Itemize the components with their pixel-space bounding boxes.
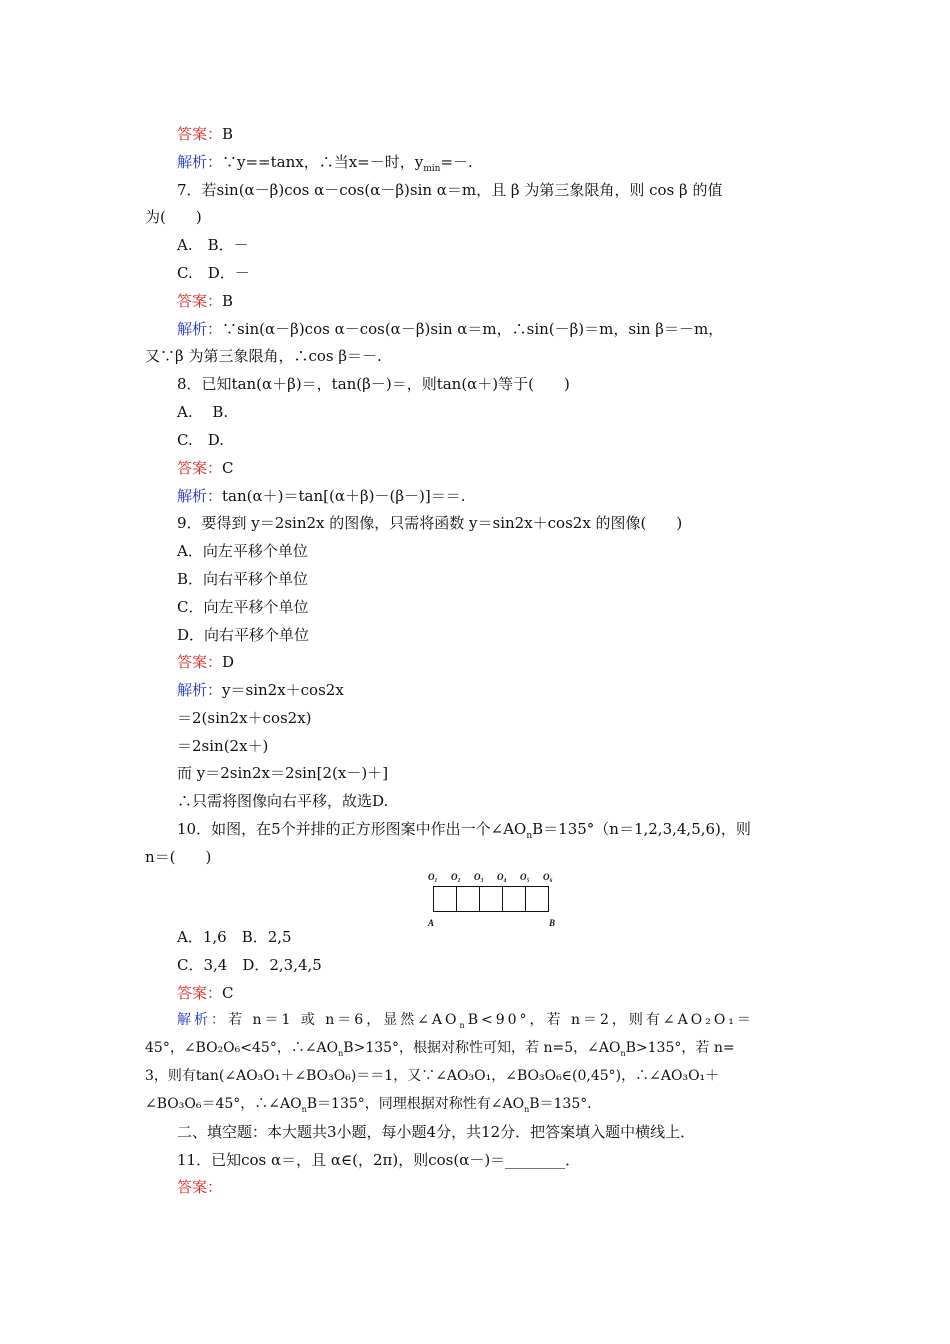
question-10-analysis-cont: ∠BO₃O₆＝45°，$\therefore\angle AO_nB=135^\circ$，同理根据对称性有$\angle AO_nB=135^\circ$． <box>145 1096 602 1114</box>
figure-label-o3: O₃ <box>474 872 484 882</box>
question-10-text-cont: n＝( ) <box>145 848 212 866</box>
figure-label-o2: O₂ <box>451 872 461 882</box>
question-8-options-cd: C. D. <box>177 431 224 449</box>
question-8-analysis: 解析：tan(α＋)＝tan[(α＋β)－(β－)]＝＝. <box>177 487 466 505</box>
question-9-analysis-step: ＝2(sin2x＋cos2x) <box>177 709 312 727</box>
analysis-line: 解析：∵y==tanx，∴当x=－时，$y_{min}=-$. <box>177 153 473 174</box>
figure-label-a: A <box>428 918 435 928</box>
question-10-analysis: 解析：若 n＝1 或 n＝6，显然$\angle AO_nB<90^\circ$，若 n＝2，则有∠AO₂O₁＝ <box>177 1012 754 1030</box>
question-8-options-ab: A. B. <box>177 403 229 421</box>
question-7-analysis: 解析：∵sin(α－β)cos α－cos(α－β)sin α＝m，∴sin(－β)＝m，sin β＝－m， <box>177 320 724 338</box>
five-squares-figure <box>425 870 560 930</box>
question-11-text: 11．已知cos α＝，且 α∈(，2π)，则cos(α－)＝________． <box>177 1151 581 1169</box>
section-2-heading: 二、填空题：本大题共3小题，每小题4分，共12分．把答案填入题中横线上． <box>177 1123 696 1141</box>
question-10-options-ab: A．1,6 B．2,5 <box>177 928 292 946</box>
question-10-text: 10．如图，在5个并排的正方形图案中作出一个$\angle AO_nB=135^\circ(n=1,2,3,4,5,6)$，则 <box>177 820 751 841</box>
question-7-analysis-cont: 又∵β 为第三象限角，∴cos β＝－. <box>145 347 382 365</box>
question-9-analysis: 解析：y＝sin2x＋cos2x <box>177 681 344 699</box>
question-11-answer: 答案： <box>177 1178 223 1196</box>
question-9-option-b: B．向右平移个单位 <box>177 570 309 588</box>
question-9-option-c: C．向左平移个单位 <box>177 598 309 616</box>
question-7-text: 7．若sin(α－β)cos α－cos(α－β)sin α＝m，且 β 为第三象限角，则 cos β 的值 <box>177 181 723 199</box>
question-9-text: 9．要得到 y＝2sin2x 的图像，只需将函数 y＝sin2x＋cos2x 的图像( ) <box>177 514 683 532</box>
question-9-answer: 答案：D <box>177 653 235 671</box>
question-9-analysis-step: ＝2sin(2x＋) <box>177 737 269 755</box>
question-10-answer: 答案：C <box>177 984 234 1002</box>
figure-label-o6: O₆ <box>543 872 553 882</box>
question-7-text-cont: 为( ) <box>145 208 202 226</box>
question-10-options-cd: C．3,4 D．2,3,4,5 <box>177 956 322 974</box>
figure-label-o1: O₁ <box>428 872 438 882</box>
question-9-analysis-step: ∴只需将图像向右平移，故选D. <box>177 792 389 810</box>
question-7-options-ab: A. B．－ <box>177 236 249 254</box>
answer-line: 答案：B <box>177 125 234 143</box>
question-8-answer: 答案：C <box>177 459 234 477</box>
question-9-analysis-step: 而 y＝2sin2x＝2sin[2(x－)＋] <box>177 764 389 782</box>
question-9-option-d: D．向右平移个单位 <box>177 626 310 644</box>
question-10-analysis-cont: 45°，∠BO₂O₆<45°，$\therefore\angle AO_nB>135^\circ$，根据对称性可知，若 n=5，$\angle AO_nB>135^\circ$，若 n= <box>145 1040 735 1058</box>
figure-label-b: B <box>549 918 556 928</box>
squares-outline <box>434 887 549 912</box>
question-8-text: 8．已知tan(α＋β)＝，tan(β－)＝，则tan(α＋)等于( ) <box>177 375 570 393</box>
figure-label-o5: O₅ <box>520 872 530 882</box>
question-9-option-a: A．向左平移个单位 <box>177 542 308 560</box>
question-7-answer: 答案：B <box>177 292 234 310</box>
question-7-options-cd: C. D．－ <box>177 264 250 282</box>
question-10-analysis-cont: 3，则有tan(∠AO₃O₁＋∠BO₃O₆)＝＝1，又∵∠AO₃O₁，∠BO₃O₆∈(0,45°)，∴∠AO₃O₁＋ <box>145 1068 720 1084</box>
figure-label-o4: O₄ <box>497 872 507 882</box>
